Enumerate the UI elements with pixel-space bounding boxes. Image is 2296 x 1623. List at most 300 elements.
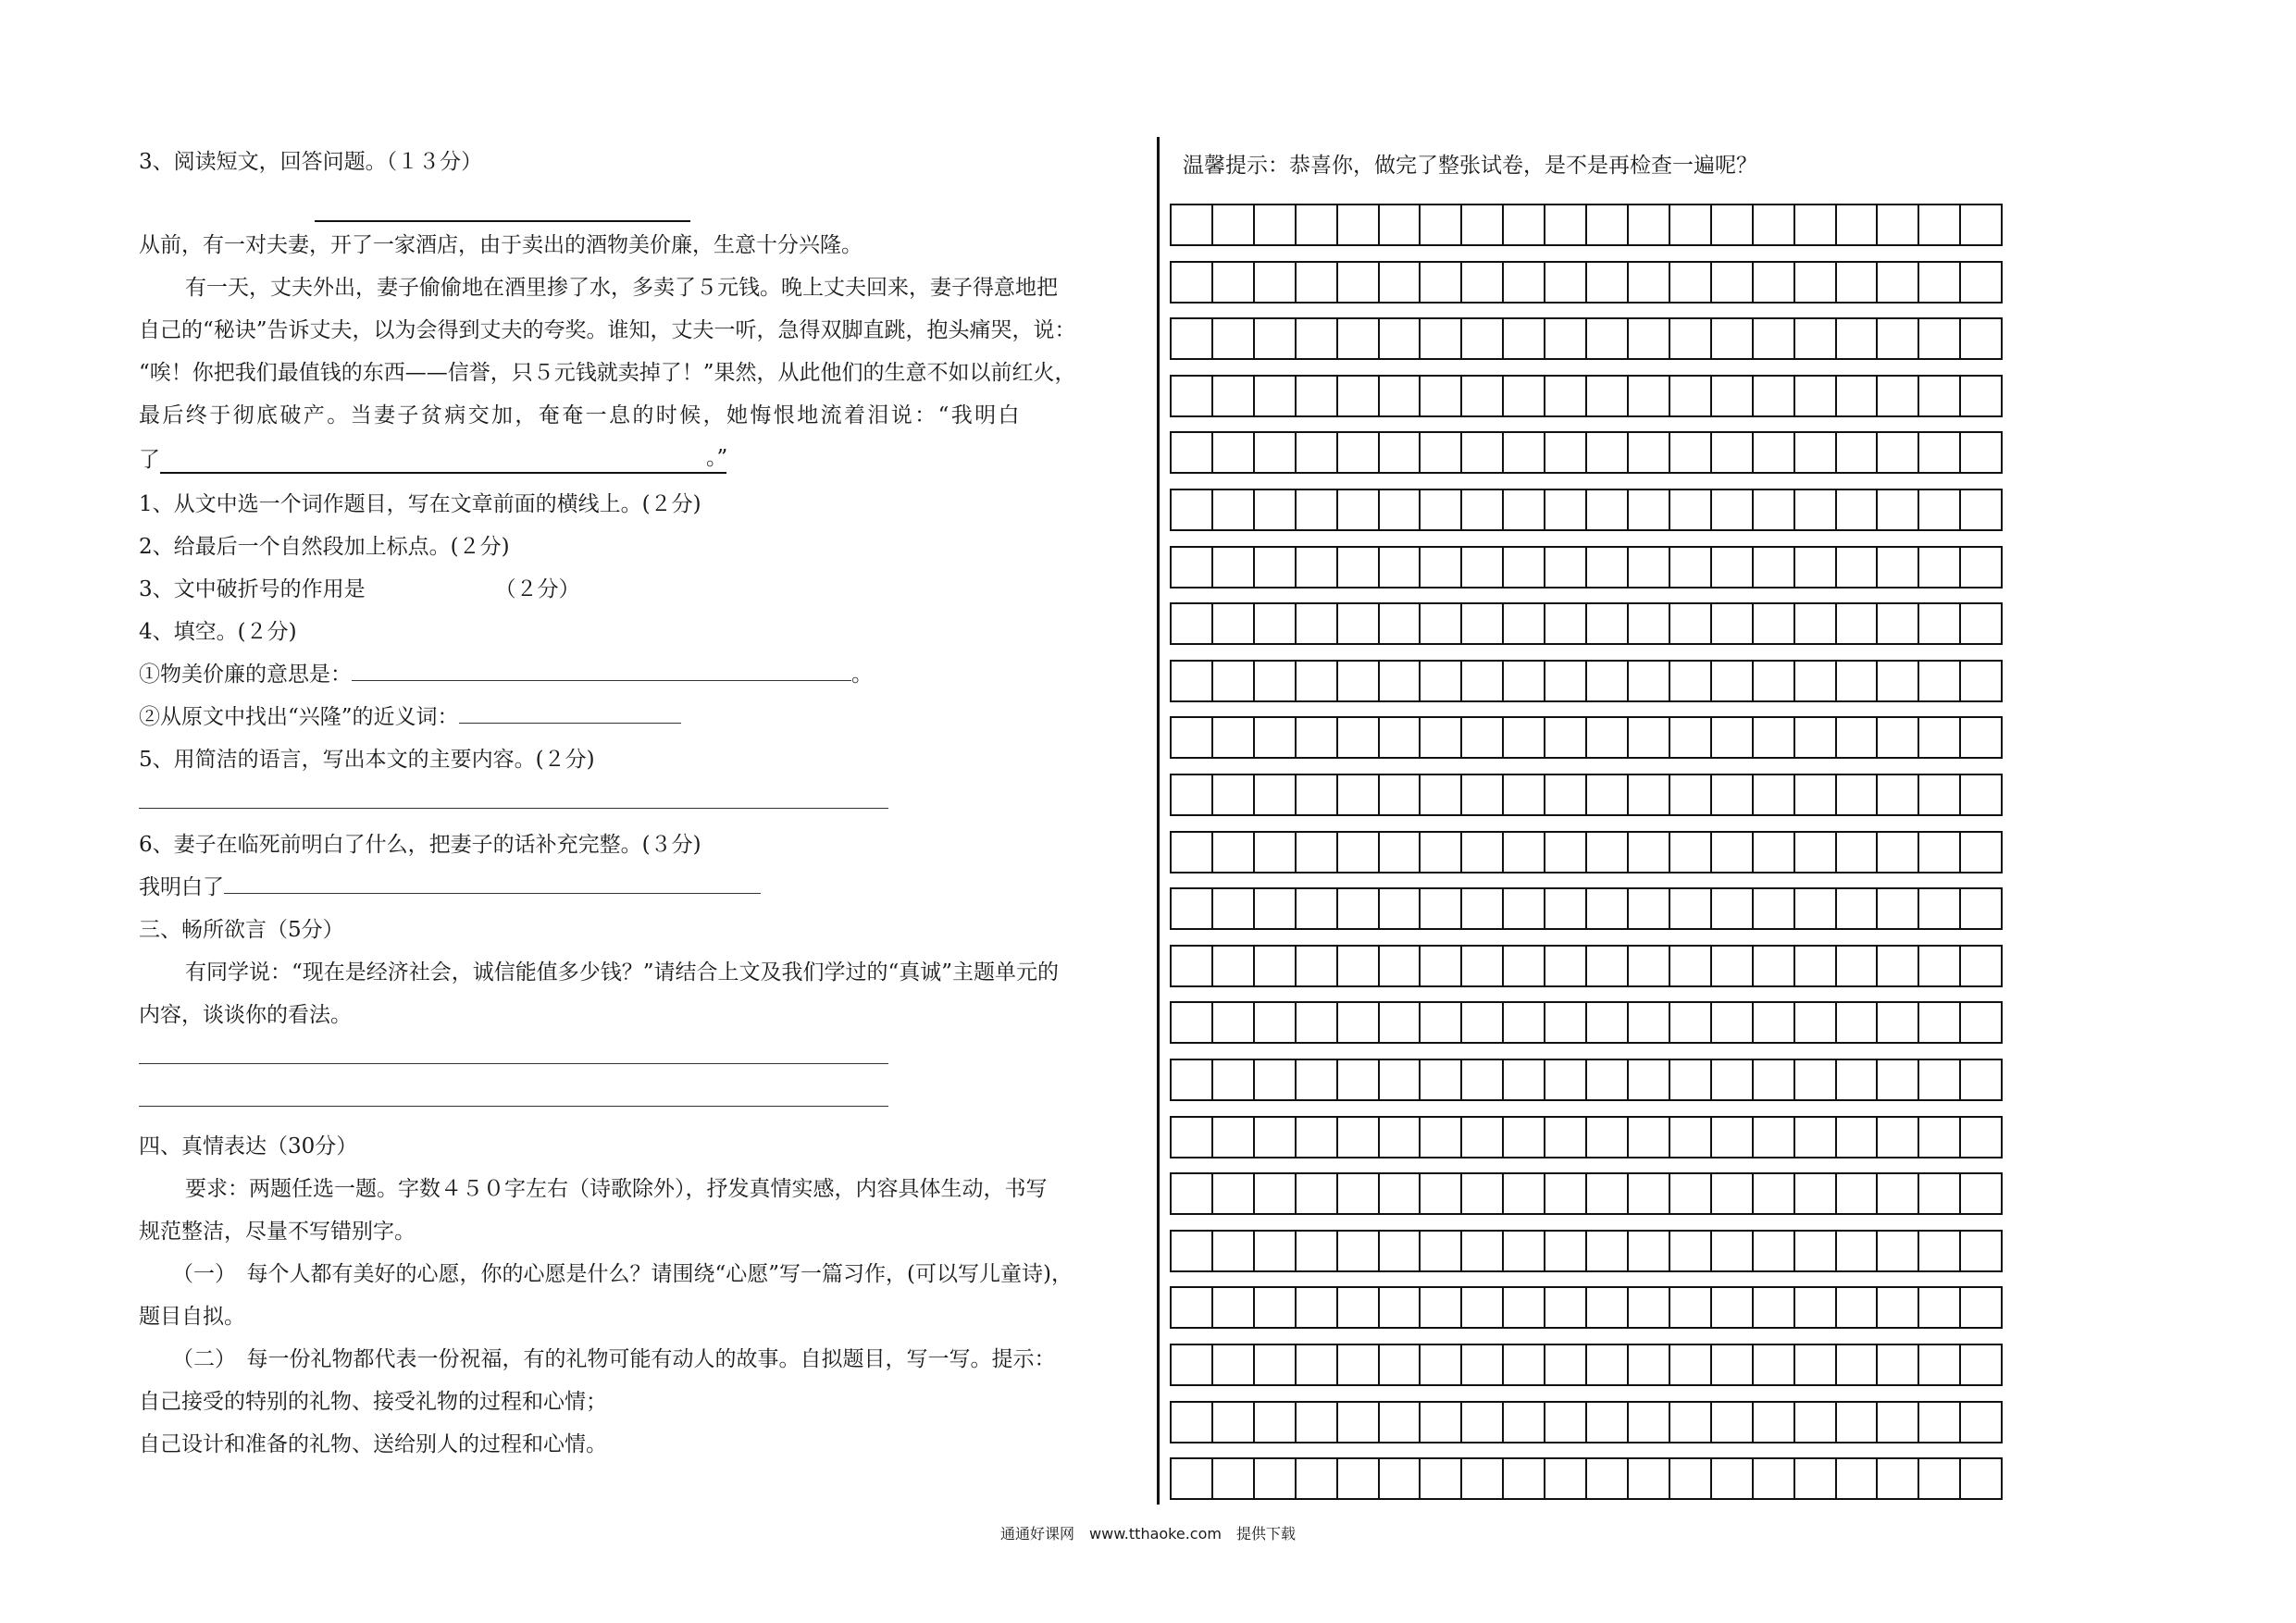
- grid-cell[interactable]: [1919, 662, 1961, 700]
- grid-cell[interactable]: [1837, 775, 1879, 814]
- grid-cell[interactable]: [1795, 205, 1837, 244]
- grid-cell[interactable]: [1462, 1232, 1504, 1270]
- grid-cell[interactable]: [1837, 1288, 1879, 1327]
- grid-cell[interactable]: [1338, 205, 1380, 244]
- grid-cell[interactable]: [1587, 319, 1629, 358]
- grid-cell[interactable]: [1795, 1403, 1837, 1442]
- grid-cell[interactable]: [1380, 490, 1421, 529]
- grid-cell[interactable]: [1297, 548, 1338, 587]
- grid-cell[interactable]: [1380, 662, 1421, 700]
- grid-cell[interactable]: [1795, 433, 1837, 472]
- grid-cell[interactable]: [1878, 1003, 1919, 1042]
- grid-cell[interactable]: [1172, 947, 1213, 985]
- grid-cell[interactable]: [1754, 490, 1795, 529]
- grid-cell[interactable]: [1754, 377, 1795, 415]
- grid-cell[interactable]: [1504, 377, 1545, 415]
- grid-cell[interactable]: [1878, 1118, 1919, 1157]
- grid-cell[interactable]: [1172, 662, 1213, 700]
- grid-cell[interactable]: [1795, 377, 1837, 415]
- grid-cell[interactable]: [1338, 319, 1380, 358]
- grid-cell[interactable]: [1380, 1459, 1421, 1498]
- grid-cell[interactable]: [1545, 1345, 1587, 1384]
- grid-cell[interactable]: [1919, 1288, 1961, 1327]
- grid-cell[interactable]: [1878, 947, 1919, 985]
- grid-cell[interactable]: [1712, 263, 1754, 302]
- grid-cell[interactable]: [1213, 1288, 1255, 1327]
- grid-cell[interactable]: [1421, 1003, 1462, 1042]
- grid-cell[interactable]: [1961, 718, 2001, 757]
- grid-cell[interactable]: [1545, 1459, 1587, 1498]
- grid-cell[interactable]: [1878, 1288, 1919, 1327]
- grid-cell[interactable]: [1462, 319, 1504, 358]
- grid-cell[interactable]: [1919, 377, 1961, 415]
- grid-cell[interactable]: [1504, 1118, 1545, 1157]
- grid-cell[interactable]: [1795, 889, 1837, 928]
- grid-cell[interactable]: [1837, 1459, 1879, 1498]
- grid-cell[interactable]: [1587, 1118, 1629, 1157]
- grid-cell[interactable]: [1629, 1174, 1670, 1213]
- grid-cell[interactable]: [1878, 1174, 1919, 1213]
- grid-cell[interactable]: [1462, 1403, 1504, 1442]
- grid-cell[interactable]: [1629, 1232, 1670, 1270]
- grid-cell[interactable]: [1837, 833, 1879, 872]
- grid-cell[interactable]: [1380, 889, 1421, 928]
- grid-cell[interactable]: [1255, 718, 1297, 757]
- grid-cell[interactable]: [1587, 1060, 1629, 1099]
- grid-cell[interactable]: [1421, 718, 1462, 757]
- grid-cell[interactable]: [1338, 548, 1380, 587]
- grid-cell[interactable]: [1545, 1232, 1587, 1270]
- grid-cell[interactable]: [1380, 1003, 1421, 1042]
- grid-cell[interactable]: [1380, 263, 1421, 302]
- grid-cell[interactable]: [1837, 889, 1879, 928]
- grid-cell[interactable]: [1919, 548, 1961, 587]
- grid-cell[interactable]: [1670, 833, 1712, 872]
- grid-cell[interactable]: [1545, 377, 1587, 415]
- grid-cell[interactable]: [1297, 1345, 1338, 1384]
- grid-cell[interactable]: [1961, 263, 2001, 302]
- grid-cell[interactable]: [1545, 490, 1587, 529]
- grid-cell[interactable]: [1712, 1459, 1754, 1498]
- grid-cell[interactable]: [1919, 1118, 1961, 1157]
- grid-cell[interactable]: [1919, 319, 1961, 358]
- grid-cell[interactable]: [1670, 319, 1712, 358]
- grid-cell[interactable]: [1338, 889, 1380, 928]
- grid-cell[interactable]: [1629, 319, 1670, 358]
- grid-cell[interactable]: [1213, 1060, 1255, 1099]
- grid-cell[interactable]: [1587, 604, 1629, 643]
- grid-cell[interactable]: [1380, 1060, 1421, 1099]
- grid-cell[interactable]: [1878, 319, 1919, 358]
- answer-blank-last-sentence[interactable]: [160, 444, 726, 474]
- grid-cell[interactable]: [1545, 1288, 1587, 1327]
- grid-cell[interactable]: [1338, 833, 1380, 872]
- grid-cell[interactable]: [1504, 1345, 1545, 1384]
- grid-cell[interactable]: [1712, 1403, 1754, 1442]
- grid-cell[interactable]: [1795, 604, 1837, 643]
- grid-cell[interactable]: [1338, 1288, 1380, 1327]
- grid-cell[interactable]: [1297, 718, 1338, 757]
- grid-cell[interactable]: [1213, 377, 1255, 415]
- grid-cell[interactable]: [1712, 1345, 1754, 1384]
- grid-cell[interactable]: [1462, 1459, 1504, 1498]
- grid-cell[interactable]: [1213, 775, 1255, 814]
- grid-cell[interactable]: [1712, 1232, 1754, 1270]
- grid-cell[interactable]: [1670, 1288, 1712, 1327]
- grid-cell[interactable]: [1878, 205, 1919, 244]
- grid-cell[interactable]: [1961, 889, 2001, 928]
- grid-cell[interactable]: [1587, 433, 1629, 472]
- grid-cell[interactable]: [1421, 1459, 1462, 1498]
- grid-cell[interactable]: [1629, 433, 1670, 472]
- grid-cell[interactable]: [1837, 604, 1879, 643]
- grid-cell[interactable]: [1297, 263, 1338, 302]
- grid-cell[interactable]: [1172, 1232, 1213, 1270]
- grid-cell[interactable]: [1338, 718, 1380, 757]
- grid-cell[interactable]: [1712, 1288, 1754, 1327]
- grid-cell[interactable]: [1338, 1118, 1380, 1157]
- grid-cell[interactable]: [1878, 662, 1919, 700]
- grid-cell[interactable]: [1670, 775, 1712, 814]
- grid-cell[interactable]: [1338, 490, 1380, 529]
- grid-cell[interactable]: [1629, 263, 1670, 302]
- grid-cell[interactable]: [1837, 718, 1879, 757]
- grid-cell[interactable]: [1795, 263, 1837, 302]
- grid-cell[interactable]: [1670, 377, 1712, 415]
- grid-cell[interactable]: [1961, 490, 2001, 529]
- grid-cell[interactable]: [1754, 1232, 1795, 1270]
- grid-cell[interactable]: [1587, 1459, 1629, 1498]
- grid-cell[interactable]: [1837, 1174, 1879, 1213]
- grid-cell[interactable]: [1587, 377, 1629, 415]
- grid-cell[interactable]: [1545, 433, 1587, 472]
- grid-cell[interactable]: [1754, 947, 1795, 985]
- grid-cell[interactable]: [1380, 775, 1421, 814]
- grid-cell[interactable]: [1213, 662, 1255, 700]
- grid-cell[interactable]: [1213, 947, 1255, 985]
- answer-blank-4-2[interactable]: [459, 704, 681, 724]
- grid-cell[interactable]: [1255, 263, 1297, 302]
- grid-cell[interactable]: [1795, 1232, 1837, 1270]
- grid-cell[interactable]: [1255, 1060, 1297, 1099]
- grid-cell[interactable]: [1380, 1174, 1421, 1213]
- grid-cell[interactable]: [1587, 1288, 1629, 1327]
- grid-cell[interactable]: [1213, 433, 1255, 472]
- grid-cell[interactable]: [1545, 1403, 1587, 1442]
- grid-cell[interactable]: [1629, 1003, 1670, 1042]
- grid-cell[interactable]: [1545, 1003, 1587, 1042]
- grid-cell[interactable]: [1837, 1003, 1879, 1042]
- grid-cell[interactable]: [1961, 604, 2001, 643]
- grid-cell[interactable]: [1919, 1174, 1961, 1213]
- grid-cell[interactable]: [1837, 377, 1879, 415]
- grid-cell[interactable]: [1172, 718, 1213, 757]
- grid-cell[interactable]: [1878, 1060, 1919, 1099]
- grid-cell[interactable]: [1504, 490, 1545, 529]
- grid-cell[interactable]: [1754, 662, 1795, 700]
- grid-cell[interactable]: [1670, 433, 1712, 472]
- grid-cell[interactable]: [1380, 433, 1421, 472]
- grid-cell[interactable]: [1961, 1174, 2001, 1213]
- grid-cell[interactable]: [1961, 319, 2001, 358]
- grid-cell[interactable]: [1919, 490, 1961, 529]
- grid-cell[interactable]: [1255, 1345, 1297, 1384]
- grid-cell[interactable]: [1878, 1232, 1919, 1270]
- grid-cell[interactable]: [1795, 1118, 1837, 1157]
- grid-cell[interactable]: [1338, 263, 1380, 302]
- grid-cell[interactable]: [1670, 1345, 1712, 1384]
- grid-cell[interactable]: [1919, 889, 1961, 928]
- grid-cell[interactable]: [1172, 377, 1213, 415]
- grid-cell[interactable]: [1961, 1459, 2001, 1498]
- grid-cell[interactable]: [1961, 1060, 2001, 1099]
- grid-cell[interactable]: [1172, 205, 1213, 244]
- grid-cell[interactable]: [1670, 889, 1712, 928]
- grid-cell[interactable]: [1545, 833, 1587, 872]
- grid-cell[interactable]: [1961, 205, 2001, 244]
- grid-cell[interactable]: [1462, 263, 1504, 302]
- grid-cell[interactable]: [1421, 1174, 1462, 1213]
- grid-cell[interactable]: [1462, 548, 1504, 587]
- grid-cell[interactable]: [1213, 889, 1255, 928]
- grid-cell[interactable]: [1587, 775, 1629, 814]
- grid-cell[interactable]: [1421, 1345, 1462, 1384]
- grid-cell[interactable]: [1795, 662, 1837, 700]
- grid-cell[interactable]: [1462, 1118, 1504, 1157]
- grid-cell[interactable]: [1919, 1003, 1961, 1042]
- grid-cell[interactable]: [1297, 889, 1338, 928]
- grid-cell[interactable]: [1754, 1060, 1795, 1099]
- grid-cell[interactable]: [1878, 433, 1919, 472]
- grid-cell[interactable]: [1504, 718, 1545, 757]
- grid-cell[interactable]: [1297, 319, 1338, 358]
- title-blank[interactable]: [315, 194, 690, 222]
- grid-cell[interactable]: [1255, 1118, 1297, 1157]
- grid-cell[interactable]: [1213, 1345, 1255, 1384]
- grid-cell[interactable]: [1712, 718, 1754, 757]
- grid-cell[interactable]: [1255, 833, 1297, 872]
- grid-cell[interactable]: [1504, 1232, 1545, 1270]
- grid-cell[interactable]: [1421, 548, 1462, 587]
- grid-cell[interactable]: [1670, 1232, 1712, 1270]
- grid-cell[interactable]: [1795, 1345, 1837, 1384]
- grid-cell[interactable]: [1297, 947, 1338, 985]
- grid-cell[interactable]: [1297, 1232, 1338, 1270]
- grid-cell[interactable]: [1670, 1403, 1712, 1442]
- grid-cell[interactable]: [1545, 718, 1587, 757]
- grid-cell[interactable]: [1629, 947, 1670, 985]
- grid-cell[interactable]: [1380, 205, 1421, 244]
- grid-cell[interactable]: [1919, 1345, 1961, 1384]
- grid-cell[interactable]: [1878, 775, 1919, 814]
- grid-cell[interactable]: [1878, 1345, 1919, 1384]
- grid-cell[interactable]: [1338, 1003, 1380, 1042]
- grid-cell[interactable]: [1255, 662, 1297, 700]
- grid-cell[interactable]: [1587, 662, 1629, 700]
- grid-cell[interactable]: [1421, 263, 1462, 302]
- grid-cell[interactable]: [1380, 1345, 1421, 1384]
- grid-cell[interactable]: [1754, 604, 1795, 643]
- grid-cell[interactable]: [1587, 490, 1629, 529]
- grid-cell[interactable]: [1504, 263, 1545, 302]
- grid-cell[interactable]: [1213, 263, 1255, 302]
- grid-cell[interactable]: [1712, 433, 1754, 472]
- grid-cell[interactable]: [1587, 833, 1629, 872]
- grid-cell[interactable]: [1504, 205, 1545, 244]
- grid-cell[interactable]: [1297, 604, 1338, 643]
- grid-cell[interactable]: [1255, 377, 1297, 415]
- grid-cell[interactable]: [1380, 1232, 1421, 1270]
- grid-cell[interactable]: [1712, 889, 1754, 928]
- grid-cell[interactable]: [1712, 548, 1754, 587]
- grid-cell[interactable]: [1878, 1403, 1919, 1442]
- grid-cell[interactable]: [1172, 263, 1213, 302]
- grid-cell[interactable]: [1961, 662, 2001, 700]
- grid-cell[interactable]: [1587, 947, 1629, 985]
- grid-cell[interactable]: [1919, 947, 1961, 985]
- grid-cell[interactable]: [1462, 889, 1504, 928]
- grid-cell[interactable]: [1795, 1003, 1837, 1042]
- grid-cell[interactable]: [1255, 604, 1297, 643]
- grid-cell[interactable]: [1421, 604, 1462, 643]
- grid-cell[interactable]: [1421, 889, 1462, 928]
- grid-cell[interactable]: [1629, 889, 1670, 928]
- grid-cell[interactable]: [1795, 490, 1837, 529]
- grid-cell[interactable]: [1587, 548, 1629, 587]
- grid-cell[interactable]: [1961, 377, 2001, 415]
- grid-cell[interactable]: [1545, 263, 1587, 302]
- grid-cell[interactable]: [1421, 662, 1462, 700]
- grid-cell[interactable]: [1255, 490, 1297, 529]
- grid-cell[interactable]: [1504, 947, 1545, 985]
- grid-cell[interactable]: [1213, 604, 1255, 643]
- grid-cell[interactable]: [1172, 1403, 1213, 1442]
- grid-cell[interactable]: [1837, 205, 1879, 244]
- grid-cell[interactable]: [1754, 263, 1795, 302]
- grid-cell[interactable]: [1421, 1288, 1462, 1327]
- grid-cell[interactable]: [1837, 490, 1879, 529]
- grid-cell[interactable]: [1670, 718, 1712, 757]
- grid-cell[interactable]: [1670, 1174, 1712, 1213]
- grid-cell[interactable]: [1338, 947, 1380, 985]
- answer-line-5[interactable]: [139, 788, 888, 816]
- grid-cell[interactable]: [1421, 377, 1462, 415]
- grid-cell[interactable]: [1712, 604, 1754, 643]
- grid-cell[interactable]: [1421, 319, 1462, 358]
- grid-cell[interactable]: [1297, 1118, 1338, 1157]
- grid-cell[interactable]: [1754, 548, 1795, 587]
- grid-cell[interactable]: [1919, 433, 1961, 472]
- grid-cell[interactable]: [1629, 1403, 1670, 1442]
- grid-cell[interactable]: [1837, 263, 1879, 302]
- grid-cell[interactable]: [1255, 1459, 1297, 1498]
- grid-cell[interactable]: [1504, 433, 1545, 472]
- grid-cell[interactable]: [1670, 1060, 1712, 1099]
- grid-cell[interactable]: [1297, 833, 1338, 872]
- grid-cell[interactable]: [1545, 1174, 1587, 1213]
- grid-cell[interactable]: [1213, 718, 1255, 757]
- grid-cell[interactable]: [1587, 718, 1629, 757]
- grid-cell[interactable]: [1504, 1459, 1545, 1498]
- grid-cell[interactable]: [1213, 319, 1255, 358]
- grid-cell[interactable]: [1462, 433, 1504, 472]
- grid-cell[interactable]: [1837, 947, 1879, 985]
- grid-cell[interactable]: [1961, 833, 2001, 872]
- grid-cell[interactable]: [1712, 775, 1754, 814]
- grid-cell[interactable]: [1795, 1459, 1837, 1498]
- grid-cell[interactable]: [1338, 1403, 1380, 1442]
- grid-cell[interactable]: [1712, 662, 1754, 700]
- grid-cell[interactable]: [1504, 319, 1545, 358]
- grid-cell[interactable]: [1587, 1232, 1629, 1270]
- grid-cell[interactable]: [1545, 1060, 1587, 1099]
- grid-cell[interactable]: [1919, 205, 1961, 244]
- grid-cell[interactable]: [1961, 1403, 2001, 1442]
- grid-cell[interactable]: [1462, 947, 1504, 985]
- grid-cell[interactable]: [1172, 490, 1213, 529]
- grid-cell[interactable]: [1712, 377, 1754, 415]
- grid-cell[interactable]: [1919, 604, 1961, 643]
- grid-cell[interactable]: [1255, 1174, 1297, 1213]
- grid-cell[interactable]: [1795, 1174, 1837, 1213]
- grid-cell[interactable]: [1504, 889, 1545, 928]
- grid-cell[interactable]: [1754, 718, 1795, 757]
- grid-cell[interactable]: [1213, 1232, 1255, 1270]
- grid-cell[interactable]: [1213, 1118, 1255, 1157]
- grid-cell[interactable]: [1587, 1345, 1629, 1384]
- grid-cell[interactable]: [1338, 604, 1380, 643]
- grid-cell[interactable]: [1919, 718, 1961, 757]
- grid-cell[interactable]: [1421, 1403, 1462, 1442]
- grid-cell[interactable]: [1504, 1003, 1545, 1042]
- grid-cell[interactable]: [1504, 662, 1545, 700]
- grid-cell[interactable]: [1172, 833, 1213, 872]
- grid-cell[interactable]: [1421, 205, 1462, 244]
- grid-cell[interactable]: [1629, 1459, 1670, 1498]
- grid-cell[interactable]: [1338, 775, 1380, 814]
- grid-cell[interactable]: [1629, 377, 1670, 415]
- grid-cell[interactable]: [1172, 1345, 1213, 1384]
- grid-cell[interactable]: [1919, 1459, 1961, 1498]
- grid-cell[interactable]: [1297, 490, 1338, 529]
- grid-cell[interactable]: [1961, 1288, 2001, 1327]
- grid-cell[interactable]: [1754, 1174, 1795, 1213]
- grid-cell[interactable]: [1754, 833, 1795, 872]
- grid-cell[interactable]: [1172, 548, 1213, 587]
- grid-cell[interactable]: [1919, 833, 1961, 872]
- grid-cell[interactable]: [1462, 718, 1504, 757]
- grid-cell[interactable]: [1795, 833, 1837, 872]
- grid-cell[interactable]: [1961, 775, 2001, 814]
- grid-cell[interactable]: [1629, 604, 1670, 643]
- grid-cell[interactable]: [1837, 319, 1879, 358]
- grid-cell[interactable]: [1712, 1174, 1754, 1213]
- grid-cell[interactable]: [1545, 319, 1587, 358]
- grid-cell[interactable]: [1629, 1118, 1670, 1157]
- grid-cell[interactable]: [1213, 1003, 1255, 1042]
- grid-cell[interactable]: [1754, 1345, 1795, 1384]
- grid-cell[interactable]: [1504, 548, 1545, 587]
- grid-cell[interactable]: [1629, 833, 1670, 872]
- grid-cell[interactable]: [1338, 1232, 1380, 1270]
- grid-cell[interactable]: [1545, 947, 1587, 985]
- grid-cell[interactable]: [1255, 1403, 1297, 1442]
- grid-cell[interactable]: [1919, 1232, 1961, 1270]
- grid-cell[interactable]: [1297, 1288, 1338, 1327]
- grid-cell[interactable]: [1380, 1403, 1421, 1442]
- grid-cell[interactable]: [1462, 775, 1504, 814]
- grid-cell[interactable]: [1712, 1003, 1754, 1042]
